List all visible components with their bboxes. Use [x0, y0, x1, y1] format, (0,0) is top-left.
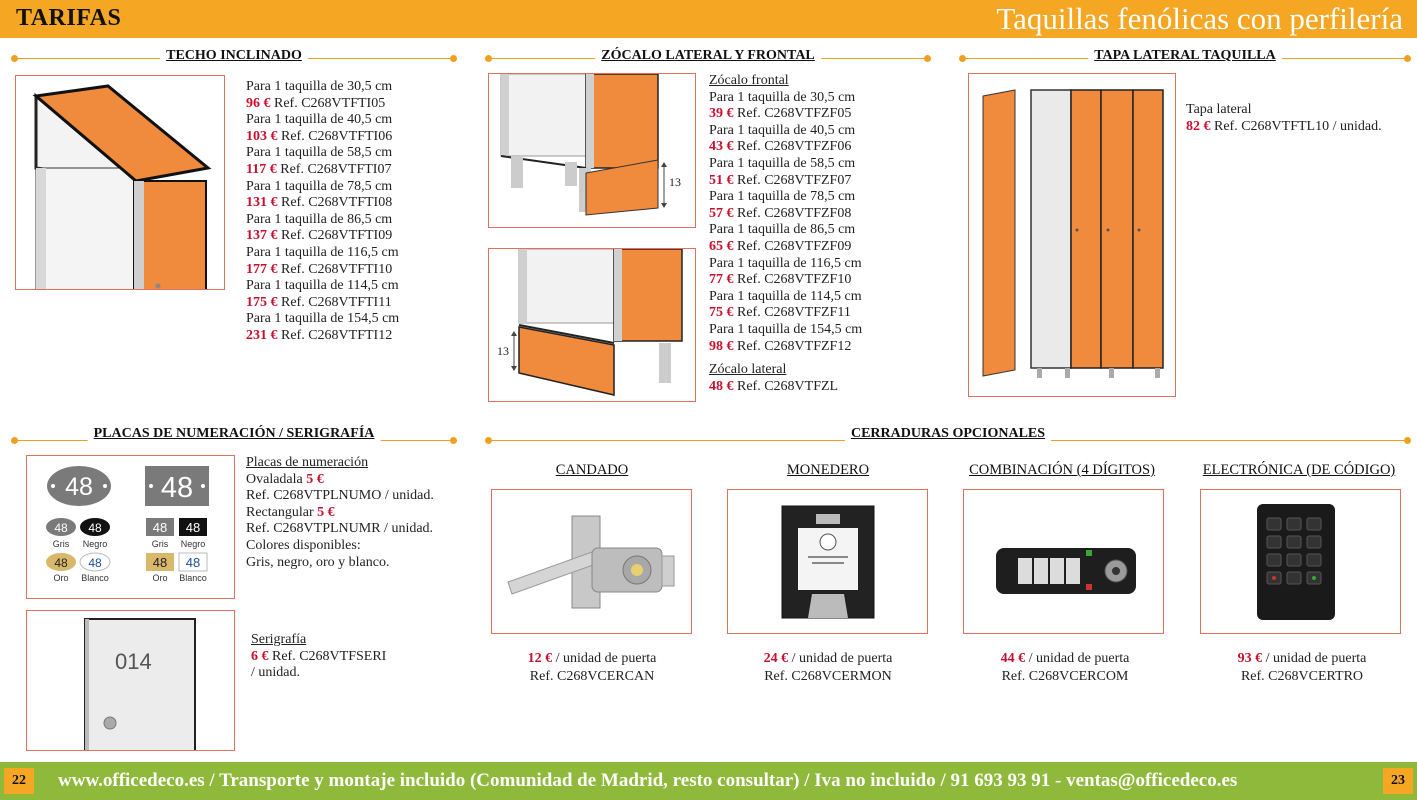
electronica-unit: / unidad de puerta	[1265, 651, 1367, 666]
zocalo-price-list	[709, 73, 862, 395]
techo_items-ref: Ref. C268VTFTI08	[281, 195, 393, 211]
swatch-label-negro-rect: Negro	[180, 539, 206, 549]
zocalo.items-ref: Ref. C268VTFZF10	[737, 272, 852, 288]
tapa-lateral-image	[968, 73, 1176, 397]
swatch-label-negro-oval: Negro	[82, 539, 108, 549]
zocalo-frontal-title: Zócalo frontal	[709, 73, 789, 88]
zocalo.items-price-line	[709, 206, 862, 223]
zocalo.items-size-label: Para 1 taquilla de 78,5 cm	[709, 189, 856, 205]
placas-oval-price: 5 €	[306, 471, 324, 487]
zocalo-lateral-title: Zócalo lateral	[709, 362, 787, 378]
page-number-left: 22	[4, 768, 34, 794]
lock-price-combinacion	[1001, 650, 1130, 686]
zocalo-frontal-image	[488, 73, 696, 228]
serigrafia-info	[251, 632, 386, 682]
techo_items-price: 96 €	[246, 95, 271, 111]
monedero-unit: / unidad de puerta	[791, 651, 893, 666]
techo_items-size-label: Para 1 taquilla de 86,5 cm	[246, 211, 393, 227]
techo_items-price: 137 €	[246, 228, 278, 244]
zocalo.items-size-label: Para 1 taquilla de 116,5 cm	[709, 255, 862, 271]
electronica-price: 93 €	[1237, 651, 1263, 666]
zocalo.items-price: 98 €	[709, 338, 734, 354]
lock-title-electronica: ELECTRÓNICA (DE CÓDIGO)	[1202, 462, 1396, 478]
zocalo.items-ref: Ref. C268VTFZF07	[737, 172, 852, 188]
zocalo.items-ref: Ref. C268VTFZF09	[737, 238, 852, 254]
techo_items-size-label: Para 1 taquilla de 78,5 cm	[246, 178, 393, 194]
zocalo-lateral-ref: Ref. C268VTFZL	[737, 378, 839, 394]
placas-title: Placas de numeración	[246, 455, 369, 470]
swatch-label-gris-oval: Gris	[52, 539, 70, 549]
section-title-techo: TECHO INCLINADO	[160, 48, 308, 64]
techo_items-size-label: Para 1 taquilla de 58,5 cm	[246, 145, 393, 161]
serigrafia-image	[26, 610, 235, 751]
zocalo.items-ref: Ref. C268VTFZF06	[737, 139, 852, 155]
techo_items-price-line	[246, 262, 399, 279]
techo_items-price-line	[246, 295, 399, 312]
candado-unit: / unidad de puerta	[555, 651, 657, 666]
oval-plate-number: 48	[65, 473, 93, 501]
zocalo.items-price-line	[709, 272, 862, 289]
dim-label-2: 13	[497, 344, 509, 358]
swatch-label-blanco-oval: Blanco	[81, 573, 109, 583]
placas-colors-title: Colores disponibles:	[246, 537, 361, 553]
swatch-rect-blanco: 48	[185, 555, 201, 570]
swatch-oval-gris: 48	[54, 521, 68, 535]
techo_items-price: 117 €	[246, 161, 277, 177]
zocalo.items-price: 65 €	[709, 238, 734, 254]
zocalo-lateral-price: 48 €	[709, 378, 734, 394]
swatch-label-oro-oval: Oro	[53, 573, 69, 583]
page-subtitle: Taquillas fenólicas con perfilería	[996, 1, 1403, 36]
placas-colors-list: Gris, negro, oro y blanco.	[246, 554, 390, 570]
techo_items-price-line	[246, 195, 399, 212]
zocalo.items-price: 77 €	[709, 272, 734, 288]
techo_items-ref: Ref. C268VTFTI09	[281, 228, 393, 244]
monedero-ref: Ref. C268VCERMON	[764, 669, 892, 684]
techo_items-size-label: Para 1 taquilla de 40,5 cm	[246, 112, 393, 128]
swatch-label-blanco-rect: Blanco	[179, 573, 207, 583]
lock-title-monedero: MONEDERO	[786, 462, 870, 478]
techo_items-ref: Ref. C268VTFTI11	[281, 294, 392, 310]
techo_items-price: 175 €	[246, 294, 278, 310]
zocalo.items-size-label: Para 1 taquilla de 30,5 cm	[709, 89, 856, 105]
swatch-label-oro-rect: Oro	[152, 573, 168, 583]
electronica-ref: Ref. C268VCERTRO	[1240, 669, 1364, 684]
serigrafia-title: Serigrafía	[251, 632, 307, 647]
techo_items-ref: Ref. C268VTFTI12	[281, 327, 393, 343]
section-title-cerraduras: CERRADURAS OPCIONALES	[845, 426, 1051, 442]
zocalo.items-price: 39 €	[709, 106, 734, 122]
page-title: TARIFAS	[16, 5, 122, 31]
placas-rect-label: Rectangular	[246, 504, 314, 520]
techo_items-price: 103 €	[246, 128, 278, 144]
section-title-tapa: TAPA LATERAL TAQUILLA	[1088, 48, 1282, 64]
candado-image	[491, 489, 692, 634]
tapa-ref: Ref. C268VTFTL10 / unidad.	[1214, 118, 1382, 134]
tapa-info	[1186, 102, 1382, 135]
techo-price-list	[246, 79, 399, 345]
zocalo.items-price-line	[709, 305, 862, 322]
combinacion-image	[963, 489, 1164, 634]
zocalo.items-price: 43 €	[709, 139, 734, 155]
serigrafia-ref: Ref. C268VTFSERI	[272, 648, 387, 664]
rect-plate-number: 48	[160, 472, 194, 504]
serigrafia-price: 6 €	[251, 648, 269, 664]
placas-info	[246, 455, 434, 571]
swatch-rect-gris: 48	[152, 520, 168, 535]
zocalo.items-size-label: Para 1 taquilla de 114,5 cm	[709, 288, 862, 304]
techo_items-ref: Ref. C268VTFTI06	[281, 128, 393, 144]
zocalo.items-size-label: Para 1 taquilla de 86,5 cm	[709, 222, 856, 238]
page-footer	[0, 762, 1417, 800]
techo_items-price-line	[246, 96, 399, 113]
zocalo-lateral-line	[709, 379, 862, 396]
swatch-rect-negro: 48	[185, 520, 201, 535]
combinacion-unit: / unidad de puerta	[1028, 651, 1130, 666]
combinacion-price: 44 €	[1000, 651, 1026, 666]
electronica-image	[1200, 489, 1401, 634]
swatch-oval-blanco: 48	[88, 556, 102, 570]
techo_items-size-label: Para 1 taquilla de 30,5 cm	[246, 79, 393, 94]
lock-title-combinacion: COMBINACIÓN (4 DÍGITOS)	[969, 462, 1155, 478]
techo_items-price: 231 €	[246, 327, 278, 343]
swatch-oval-negro: 48	[88, 521, 102, 535]
tapa-price: 82 €	[1186, 118, 1211, 134]
techo_items-price-line	[246, 228, 399, 245]
techo_items-size-label: Para 1 taquilla de 116,5 cm	[246, 244, 399, 260]
techo_items-size-label: Para 1 taquilla de 154,5 cm	[246, 311, 400, 327]
techo_items-price-line	[246, 129, 399, 146]
dim-label-1: 13	[669, 175, 681, 189]
zocalo.items-ref: Ref. C268VTFZF05	[737, 106, 852, 122]
techo_items-price-line	[246, 162, 399, 179]
swatch-oval-oro: 48	[54, 556, 68, 570]
placas-rect-ref: Ref. C268VTPLNUMR / unidad.	[246, 521, 434, 537]
zocalo.items-size-label: Para 1 taquilla de 40,5 cm	[709, 122, 856, 138]
page-header	[0, 0, 1417, 38]
zocalo.items-price-line	[709, 239, 862, 256]
serigrafia-door-number: 014	[115, 649, 152, 674]
zocalo.items-ref: Ref. C268VTFZF12	[737, 338, 852, 354]
zocalo.items-price: 57 €	[709, 205, 734, 221]
techo_items-ref: Ref. C268VTFTI05	[274, 95, 386, 111]
techo_items-ref: Ref. C268VTFTI10	[281, 261, 393, 277]
lock-price-candado	[528, 650, 657, 686]
section-title-zocalo: ZÓCALO LATERAL Y FRONTAL	[595, 48, 821, 64]
section-title-placas: PLACAS DE NUMERACIÓN / SERIGRAFÍA	[88, 426, 381, 442]
zocalo.items-size-label: Para 1 taquilla de 58,5 cm	[709, 155, 856, 171]
candado-ref: Ref. C268VCERCAN	[529, 669, 655, 684]
techo_items-ref: Ref. C268VTFTI07	[280, 161, 392, 177]
lock-price-electronica	[1238, 650, 1367, 686]
lock-price-monedero	[764, 650, 893, 686]
tapa-title: Tapa lateral	[1186, 102, 1252, 117]
candado-price: 12 €	[527, 651, 553, 666]
monedero-price: 24 €	[763, 651, 789, 666]
zocalo.items-ref: Ref. C268VTFZF08	[737, 205, 852, 221]
monedero-image	[727, 489, 928, 634]
swatch-label-gris-rect: Gris	[151, 539, 169, 549]
placas-image	[26, 455, 235, 599]
lock-title-candado: CANDADO	[555, 462, 629, 478]
zocalo.items-price-line	[709, 173, 862, 190]
footer-text: www.officedeco.es / Transporte y montaje incluido (Comunidad de Madrid, resto consultar) / Iva no incluido / 91 693 93 91 - ventas@officedeco.es	[58, 770, 1238, 791]
techo_items-price: 131 €	[246, 195, 278, 211]
zocalo.items-price-line	[709, 339, 862, 356]
zocalo-lateral-image	[488, 248, 696, 402]
zocalo.items-ref: Ref. C268VTFZF11	[737, 305, 851, 321]
techo-inclinado-image	[15, 75, 225, 290]
zocalo.items-price: 75 €	[709, 305, 734, 321]
page-number-right: 23	[1383, 768, 1413, 794]
swatch-rect-oro: 48	[152, 555, 168, 570]
zocalo.items-price-line	[709, 106, 862, 123]
zocalo.items-price-line	[709, 139, 862, 156]
combinacion-ref: Ref. C268VCERCOM	[1001, 669, 1129, 684]
serigrafia-unit: / unidad.	[251, 665, 300, 681]
placas-oval-ref: Ref. C268VTPLNUMO / unidad.	[246, 488, 434, 504]
zocalo.items-size-label: Para 1 taquilla de 154,5 cm	[709, 321, 863, 337]
placas-rect-price: 5 €	[317, 504, 335, 520]
zocalo.items-price: 51 €	[709, 172, 734, 188]
techo_items-price-line	[246, 328, 399, 345]
techo_items-price: 177 €	[246, 261, 278, 277]
placas-oval-label: Ovaladala	[246, 471, 303, 487]
techo_items-size-label: Para 1 taquilla de 114,5 cm	[246, 278, 399, 294]
